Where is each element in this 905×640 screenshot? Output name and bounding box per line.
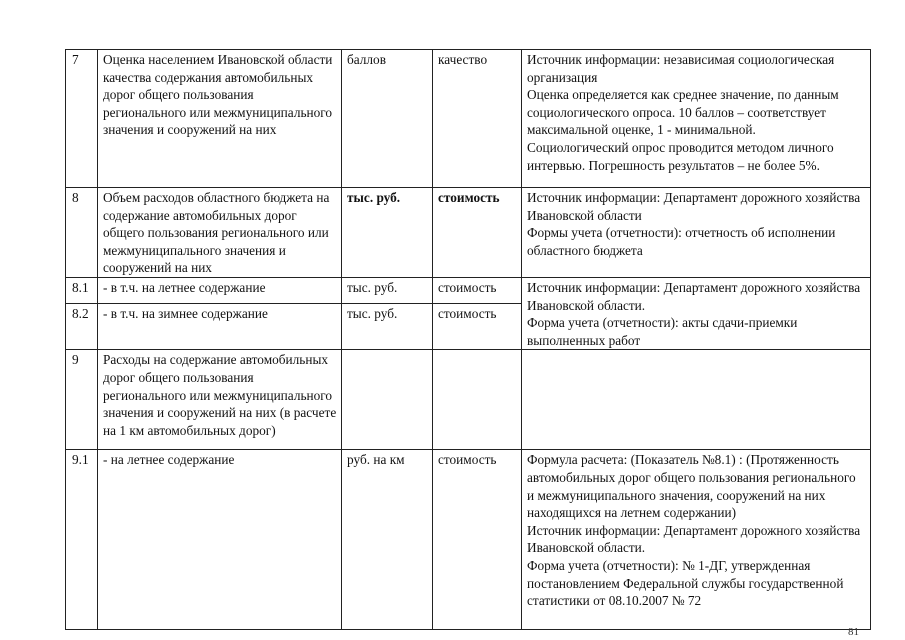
description-line: Формы учета (отчетности): отчетность об исполнении областного бюджета bbox=[527, 225, 836, 258]
description-line: Форма учета (отчетности): акты сдачи-приемки выполненных работ bbox=[527, 315, 798, 348]
table-row bbox=[66, 450, 871, 630]
unit-of-measure bbox=[342, 350, 433, 450]
indicators-table bbox=[65, 49, 871, 630]
description-line: Источник информации: Департамент дорожного хозяйства Ивановской области. bbox=[527, 279, 861, 313]
indicator-type: качество bbox=[433, 50, 522, 188]
row-number: 8 bbox=[66, 188, 98, 278]
page-number: 81 bbox=[848, 626, 859, 638]
description-line: Источник информации: Департамент дорожного хозяйства Ивановской области bbox=[527, 190, 861, 223]
row-number: 7 bbox=[66, 50, 98, 188]
indicator-name: Расходы на содержание автомобильных дорог общего пользования регионального или межмуниципального значения и сооружений на них (в расчете на 1 км автомобильных дорог) bbox=[98, 350, 342, 450]
description-line: Источник информации: Департамент дорожного хозяйства Ивановской области. bbox=[527, 522, 861, 556]
indicator-description bbox=[522, 50, 871, 188]
description-line: Формула расчета: (Показатель №8.1) : (Протяженность автомобильных дорог общего пользования регионального и межмуниципального значения, сооружений на них находящихся на летнем содержании) bbox=[527, 452, 856, 521]
indicator-description bbox=[522, 188, 871, 278]
indicator-type: стоимость bbox=[433, 303, 522, 350]
unit-of-measure: тыс. руб. bbox=[342, 277, 433, 303]
table-row bbox=[66, 350, 871, 450]
indicator-type: стоимость bbox=[433, 277, 522, 303]
indicator-name: - в т.ч. на зимнее содержание bbox=[98, 303, 342, 350]
unit-of-measure: баллов bbox=[342, 50, 433, 188]
indicator-type bbox=[433, 350, 522, 450]
indicator-name: - на летнее содержание bbox=[98, 450, 342, 630]
description-line: Источник информации: независимая социологическая организация bbox=[527, 52, 835, 85]
indicator-name: Объем расходов областного бюджета на содержание автомобильных дорог общего пользования регионального или межмуниципального значения и сооружений на них bbox=[98, 188, 342, 278]
table-row bbox=[66, 277, 871, 303]
row-number: 8.2 bbox=[66, 303, 98, 350]
indicator-name: Оценка населением Ивановской области качества содержания автомобильных дорог общего пользования регионального или межмуниципального значения и сооружений на них bbox=[98, 50, 342, 188]
row-number: 8.1 bbox=[66, 277, 98, 303]
indicator-description bbox=[522, 450, 871, 630]
unit-of-measure: тыс. руб. bbox=[342, 303, 433, 350]
unit-of-measure: тыс. руб. bbox=[342, 188, 433, 278]
description-line: Социологический опрос проводится методом личного интервью. Погрешность результатов – не более 5%. bbox=[527, 139, 834, 173]
indicator-description bbox=[522, 350, 871, 450]
indicator-type: стоимость bbox=[433, 188, 522, 278]
table-row bbox=[66, 50, 871, 188]
description-line: Форма учета (отчетности): № 1-ДГ, утвержденная постановлением Федеральной службы государственной статистики от 08.10.2007 № 72 bbox=[527, 557, 844, 609]
unit-of-measure: руб. на км bbox=[342, 450, 433, 630]
indicator-type: стоимость bbox=[433, 450, 522, 630]
description-line: Оценка определяется как среднее значение, по данным социологического опроса. 10 баллов – соответствует максимальной оценке, 1 - минимальной. bbox=[527, 87, 839, 138]
row-number: 9.1 bbox=[66, 450, 98, 630]
row-number: 9 bbox=[66, 350, 98, 450]
indicator-name: - в т.ч. на летнее содержание bbox=[98, 277, 342, 303]
indicator-description bbox=[522, 277, 871, 349]
table-row bbox=[66, 188, 871, 278]
